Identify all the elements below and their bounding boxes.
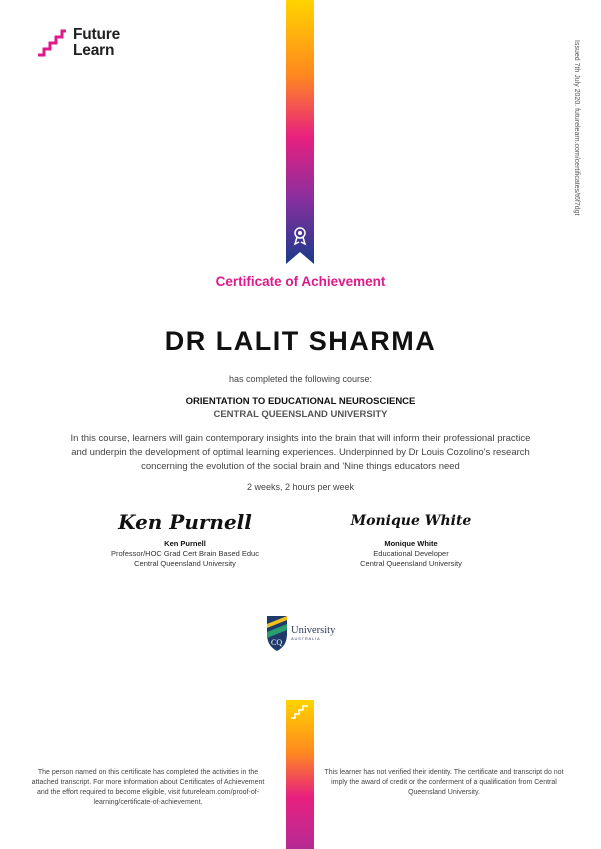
brand-line-1: Future <box>73 26 121 43</box>
cqu-logo <box>266 614 335 652</box>
signatory-1-org: Central Queensland University <box>134 559 236 568</box>
signatory-1-name: Ken Purnell <box>164 539 206 548</box>
ribbon-bottom <box>286 700 314 849</box>
signatory-1 <box>100 508 270 569</box>
signatory-2-role: Educational Developer <box>373 549 449 558</box>
signatory-2-org: Central Queensland University <box>360 559 462 568</box>
signature-1 <box>118 508 252 536</box>
signatory-1-role: Professor/HOC Grad Cert Brain Based Educ <box>111 549 259 558</box>
svg-text:Monique White: Monique White <box>350 513 472 529</box>
futurelearn-steps-icon <box>37 27 67 57</box>
course-title: ORIENTATION TO EDUCATIONAL NEUROSCIENCE <box>185 396 416 407</box>
issue-info: Issued 7th July 2020. futurelearn.com/certificates/t6f7dgt <box>573 40 580 216</box>
signatory-2 <box>326 508 496 569</box>
footer-right: This learner has not verified their identity. The certificate and transcript do not imply the award of credit or the conferment of a qualification from Central Queensland University. <box>324 769 564 796</box>
footer-left: The person named on this certificate has completed the activities in the attached transcript. For more information about Certificates of Achievement and the effort required to become eligible, visit futurelearn.com/proof-of-learning/certificate-of-achievement. <box>31 769 265 806</box>
signatory-2-name: Monique White <box>384 539 438 548</box>
course-university: CENTRAL QUEENSLAND UNIVERSITY <box>213 409 388 420</box>
course-description: In this course, learners will gain contemporary insights into the brain that will inform their professional practice and underpin the development of optimal learning experiences. Underpinned by Dr Louis Cozolino's research concerning the evolution of the social brain and 'Nine things educators need <box>70 433 531 472</box>
futurelearn-logo <box>37 27 120 59</box>
cqu-word: University <box>291 624 336 636</box>
cqu-shield-icon <box>266 614 288 652</box>
certificate-heading: Certificate of Achievement <box>215 274 386 289</box>
signature-2 <box>351 508 471 536</box>
svg-text:Ken Purnell: Ken Purnell <box>118 510 252 534</box>
cqu-sub: AUSTRALIA <box>291 635 321 641</box>
completed-text: has completed the following course: <box>228 374 373 384</box>
course-duration: 2 weeks, 2 hours per week <box>246 482 355 492</box>
svg-text:CQ: CQ <box>271 638 283 647</box>
ribbon-top <box>286 0 314 264</box>
brand-line-2: Learn <box>73 42 115 59</box>
recipient-name: DR LALIT SHARMA <box>164 326 437 356</box>
